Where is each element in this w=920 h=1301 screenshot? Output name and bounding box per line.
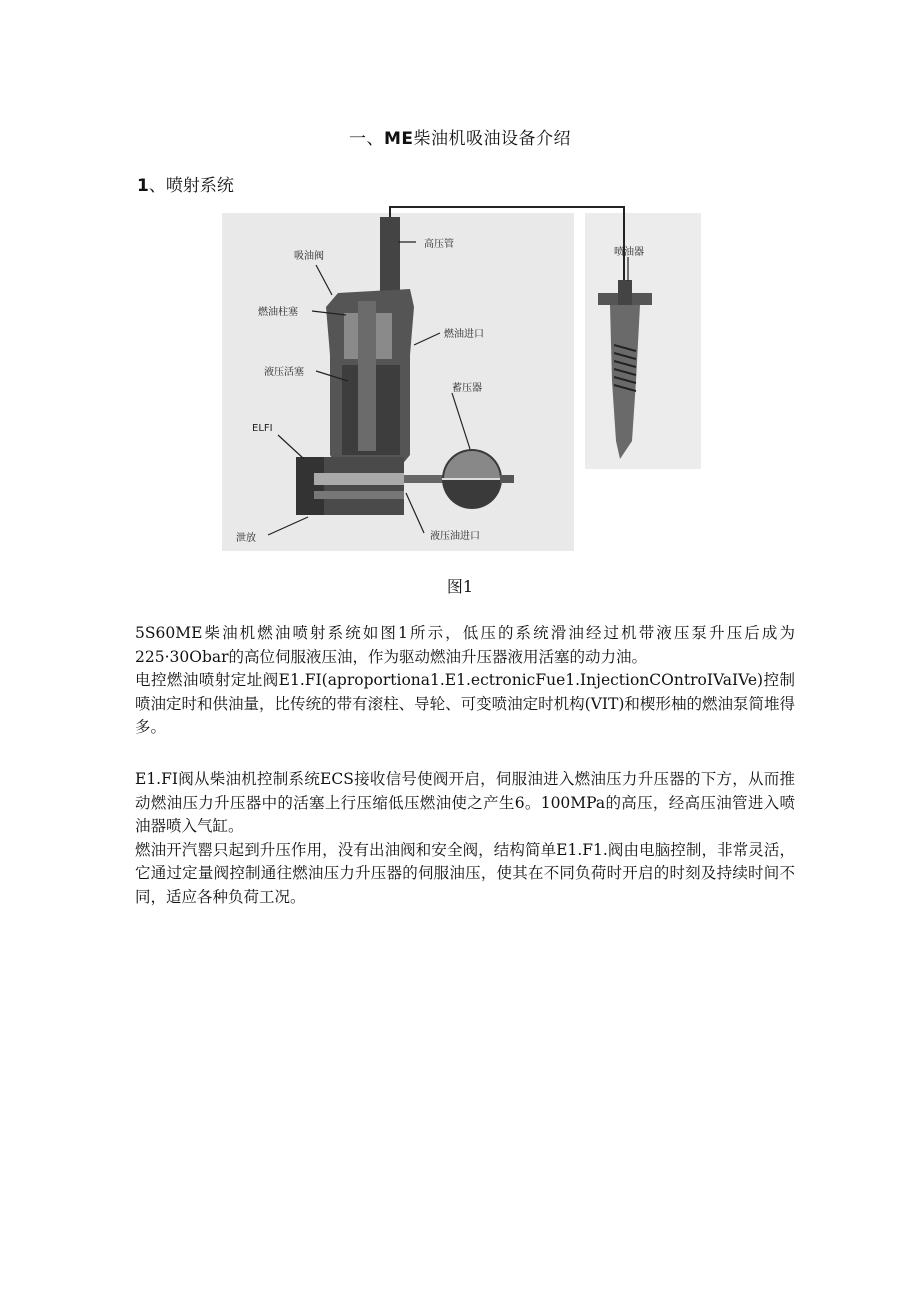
pipe-stem	[380, 217, 400, 299]
text-block-2	[135, 768, 795, 909]
oil-passage	[314, 473, 404, 485]
page-title	[0, 124, 920, 149]
label-drain: 泄放	[236, 533, 256, 544]
paragraph-system-overview: 5S60ME柴油机燃油喷射系统如图1所示，低压的系统滑油经过机带液压泵升压后成为225·30Obar的高位伺服液压油，作为驱动燃油升压器液用活塞的动力油。	[135, 624, 795, 666]
plunger	[358, 301, 376, 451]
oil-passage-2	[314, 491, 404, 499]
label-elfi: ELFI	[252, 423, 273, 434]
accumulator-pipe	[404, 475, 444, 483]
label-high-pressure-pipe: 高压管	[424, 239, 454, 250]
label-accumulator: 蓄压器	[452, 383, 482, 394]
label-fuel-inlet: 燃油进口	[444, 329, 484, 340]
injector-head	[618, 280, 632, 305]
accumulator-cap	[500, 475, 514, 483]
section-number: 1	[137, 176, 149, 196]
label-hydraulic-piston: 液压活塞	[264, 367, 304, 378]
injection-system-figure	[218, 205, 708, 555]
section-heading	[137, 171, 234, 196]
section-title: 、喷射系统	[148, 176, 234, 196]
title-rest: 柴油机吸油设备介绍	[413, 129, 572, 149]
paragraph-elfi-valve: 电控燃油喷射定址阀E1.FI(aproportiona1.E1.ectronicFue1.InjectionCOntroIVaIVe)控制喷油定时和供油量，比传统的带有滚柱、导轮、可变喷油定时机构(VIT)和楔形柚的燃油泵简堆得多。	[135, 671, 795, 736]
label-injector: 喷油器	[614, 247, 644, 258]
title-prefix: 一、	[348, 129, 384, 149]
paragraph-elfi-operation: E1.FI阀从柴油机控制系统ECS接收信号使阀开启，伺服油进入燃油压力升压器的下方，从而推动燃油压力升压器中的活塞上行压缩低压燃油使之产生6。100MPa的高压，经高压油管进入喷油器喷入气缸。	[135, 770, 795, 835]
label-suction-valve: 吸油阀	[294, 251, 324, 262]
title-bold: ME	[383, 129, 414, 149]
label-hydraulic-oil-inlet: 液压油进口	[430, 531, 480, 542]
figure-caption: 图1	[446, 577, 474, 596]
elfi-valve-block	[296, 457, 324, 515]
text-block-1	[135, 622, 795, 740]
label-fuel-plunger: 燃油柱塞	[258, 307, 298, 318]
paragraph-booster-description: 燃油开汽罂只起到升压作用，没有出油阀和安全阀，结构简单E1.F1.阀由电脑控制，非常灵活，它通过定量阀控制通往燃油压力升压器的伺服油压，使其在不同负荷时开启的时刻及持续时间不同，适应各种负荷工况。	[135, 840, 795, 906]
